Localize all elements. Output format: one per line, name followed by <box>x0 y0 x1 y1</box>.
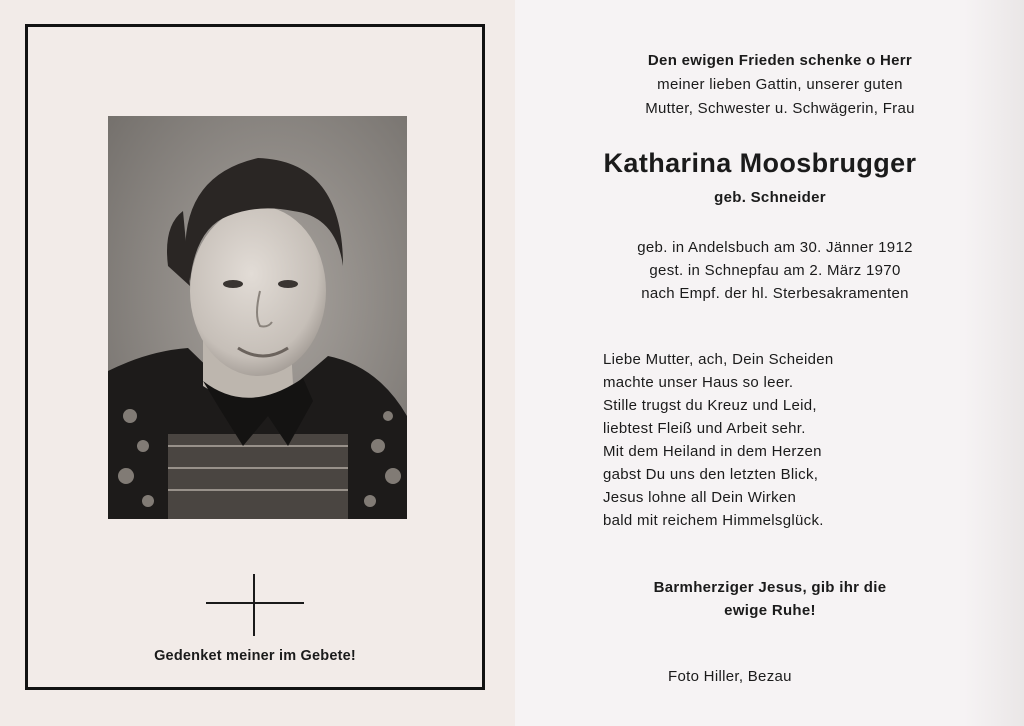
poem-line-5: Mit dem Heiland in dem Herzen <box>603 443 822 460</box>
portrait-illustration <box>108 116 407 519</box>
poem-line-3: Stille trugst du Kreuz und Leid, <box>603 397 817 414</box>
poem-line-7: Jesus lohne all Dein Wirken <box>603 489 797 506</box>
photo-credit: Foto Hiller, Bezau <box>668 668 792 685</box>
poem-line-4: liebtest Fleiß und Arbeit sehr. <box>603 420 806 437</box>
birth-line: geb. in Andelsbuch am 30. Jänner 1912 <box>637 239 913 256</box>
intro-line-2: meiner lieben Gattin, unserer guten <box>657 76 903 93</box>
poem-line-1: Liebe Mutter, ach, Dein Scheiden <box>603 351 834 368</box>
cross-icon <box>206 574 304 636</box>
deceased-name: Katharina Moosbrugger <box>603 148 917 178</box>
intro-line-3: Mutter, Schwester u. Schwägerin, Frau <box>645 100 915 117</box>
portrait-photo <box>108 116 407 519</box>
intro-line-1: Den ewigen Frieden schenke o Herr <box>647 52 913 69</box>
closing-prayer-line-1: Barmherziger Jesus, gib ihr die <box>653 579 887 596</box>
closing-prayer-line-2: ewige Ruhe! <box>724 602 816 619</box>
sacraments-line: nach Empf. der hl. Sterbesakramenten <box>641 285 909 302</box>
prayer-request-text: Gedenket meiner im Gebete! <box>154 648 356 664</box>
death-line: gest. in Schnepfau am 2. März 1970 <box>649 262 901 279</box>
poem-line-2: machte unser Haus so leer. <box>603 374 794 391</box>
maiden-name: geb. Schneider <box>714 189 826 206</box>
poem-line-8: bald mit reichem Himmelsglück. <box>603 512 824 529</box>
poem-line-6: gabst Du uns den letzten Blick, <box>603 466 819 483</box>
